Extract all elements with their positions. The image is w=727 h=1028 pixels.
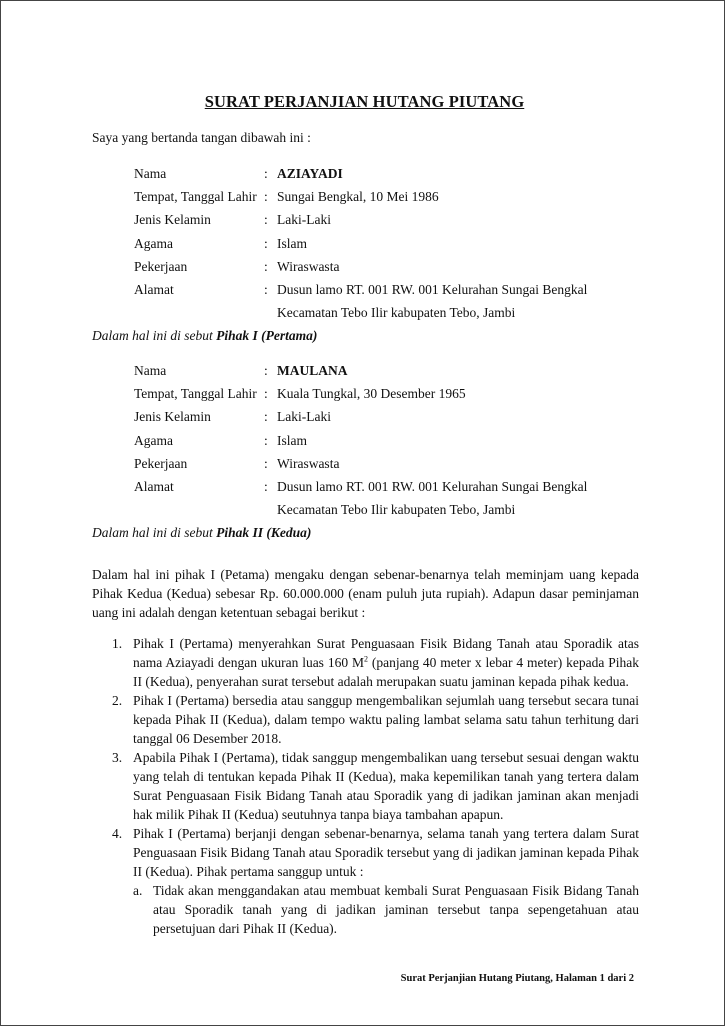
party-1-ttl: Sungai Bengkal, 10 Mei 1986 [277, 189, 439, 205]
label-alamat: Alamat [134, 478, 174, 494]
party-1-agama: Islam [277, 235, 307, 251]
party-1-alamat-line2: Kecamatan Tebo Ilir kabupaten Tebo, Jambi [277, 305, 516, 321]
colon: : [264, 386, 268, 402]
label-pekerjaan: Pekerjaan [134, 455, 188, 471]
party-1-designation [92, 328, 317, 344]
colon: : [264, 258, 268, 274]
colon: : [264, 235, 268, 251]
party-1-jenis-kelamin: Laki-Laki [277, 212, 331, 228]
party-2-alamat-line2: Kecamatan Tebo Ilir kabupaten Tebo, Jambi [277, 502, 516, 518]
list-item-text: Pihak I (Pertama) berjanji dengan sebenar-benarnya, selama tanah yang tertera dalam Surat Penguasaan Fisik Bidang Tanah atau Sporadik tersebut yang di jadikan jaminan kepada Pihak II (Kedua). Pihak pertama sanggup untuk : [133, 826, 639, 879]
list-item-text-cont: (panjang 40 meter x lebar 4 meter) kepada Pihak II (Kedua), penyerahan surat tersebut adalah merupakan suatu jaminan kepada pihak kedua. [133, 655, 639, 689]
designation-prefix: Dalam hal ini di sebut [92, 525, 217, 540]
party-2-nama: MAULANA [277, 363, 348, 378]
colon: : [264, 281, 268, 297]
label-nama: Nama [134, 166, 167, 181]
list-item-text: Pihak I (Pertama) menyerahkan Surat Penguasaan Fisik Bidang Tanah atau Sporadik atas nama Aziayadi dengan ukuran luas 160 M [133, 636, 639, 670]
colon: : [264, 455, 268, 471]
party-2-alamat-line1: Dusun lamo RT. 001 RW. 001 Kelurahan Sungai Bengkal [277, 478, 588, 494]
list-item-number: 3. [112, 750, 123, 765]
sub-list-item-letter: a. [133, 883, 143, 898]
colon: : [264, 409, 268, 425]
party-1-alamat-line1: Dusun lamo RT. 001 RW. 001 Kelurahan Sungai Bengkal [277, 281, 588, 297]
colon: : [264, 212, 268, 228]
label-jenis-kelamin: Jenis Kelamin [134, 212, 211, 228]
colon: : [264, 432, 268, 448]
party-1-pekerjaan: Wiraswasta [277, 258, 340, 274]
colon: : [264, 166, 268, 181]
loan-paragraph: Dalam hal ini pihak I (Petama) mengaku dengan sebenar-benarnya telah meminjam uang kepada Pihak Kedua (Kedua) sebesar Rp. 60.000.000 (enam puluh juta rupiah). Adapun dasar peminjaman uang ini adalah dengan ketentuan sebagai berikut : [92, 567, 639, 620]
party-1-nama: AZIAYADI [277, 166, 343, 181]
label-pekerjaan: Pekerjaan [134, 258, 188, 274]
intro-text: Saya yang bertanda tangan dibawah ini : [92, 130, 311, 145]
list-item-text: Pihak I (Pertama) bersedia atau sanggup mengembalikan sejumlah uang tersebut secara tunai kepada Pihak II (Kedua), dalam tempo waktu paling lambat selama satu tahun terhitung dari tanggal 06 Desember 2018. [133, 693, 639, 746]
document-title: SURAT PERJANJIAN HUTANG PIUTANG [204, 92, 525, 111]
terms-list [92, 634, 639, 938]
list-item [92, 634, 639, 691]
label-jenis-kelamin: Jenis Kelamin [134, 409, 211, 425]
list-item [92, 748, 639, 824]
list-item [92, 691, 639, 748]
label-nama: Nama [134, 363, 167, 378]
label-agama: Agama [134, 432, 173, 448]
designation-party-2: Pihak II (Kedua) [216, 525, 312, 540]
colon: : [264, 363, 268, 378]
party-2-jenis-kelamin: Laki-Laki [277, 409, 331, 425]
party-2-ttl: Kuala Tungkal, 30 Desember 1965 [277, 386, 466, 402]
label-agama: Agama [134, 235, 173, 251]
colon: : [264, 478, 268, 494]
designation-prefix: Dalam hal ini di sebut [92, 328, 217, 343]
sub-list-item-text: Tidak akan menggandakan atau membuat kembali Surat Penguasaan Fisik Bidang Tanah atau Sporadik tanah yang di jadikan jaminan tersebut tanpa sepengetahuan atau persetujuan dari Pihak II (Kedua). [153, 883, 639, 936]
list-item-number: 4. [112, 826, 123, 841]
designation-party-1: Pihak I (Pertama) [216, 328, 318, 343]
sub-list-item [92, 881, 639, 938]
label-ttl: Tempat, Tanggal Lahir [134, 189, 257, 205]
label-alamat: Alamat [134, 281, 174, 297]
colon: : [264, 189, 268, 205]
party-2-designation [92, 525, 311, 541]
list-item-number: 2. [112, 693, 123, 708]
list-item [92, 824, 639, 881]
party-2-agama: Islam [277, 432, 307, 448]
superscript-2: 2 [363, 654, 368, 664]
page-footer: Surat Perjanjian Hutang Piutang, Halaman 1 dari 2 [400, 973, 634, 984]
list-item-text: Apabila Pihak I (Pertama), tidak sanggup mengembalikan uang tersebut sesuai dengan waktu yang telah di tentukan kepada Pihak II (Kedua), maka kepemilikan tanah yang tertera dalam Surat Penguasaan Fisik Bidang Tanah atau Sporadik yang di jadikan jaminan akan menjadi hak milik Pihak II (Kedua) seutuhnya tanpa biaya tambahan apapun. [133, 750, 639, 822]
list-item-number: 1. [112, 636, 123, 651]
party-2-pekerjaan: Wiraswasta [277, 455, 340, 471]
label-ttl: Tempat, Tanggal Lahir [134, 386, 257, 402]
